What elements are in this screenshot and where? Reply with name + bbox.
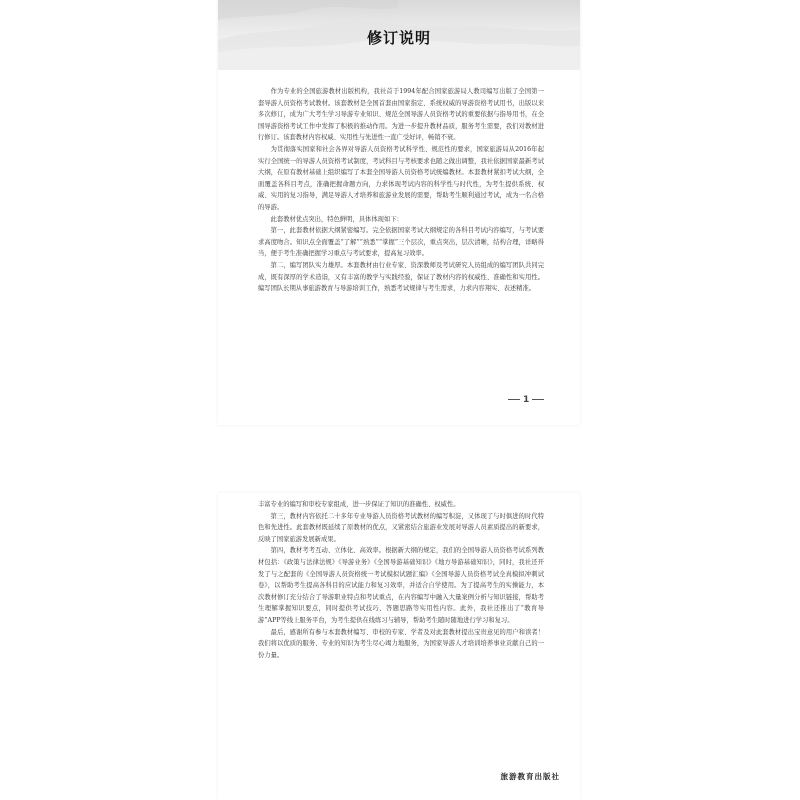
preface-page-2: [218, 493, 580, 800]
paragraph: 第一，此套教材依据大纲紧密编写。完全依据国家考试大纲规定的各科目考试内容编写，与考试要求高度吻合。知识点全面覆盖“了解”“熟悉”“掌握”三个层次，重点突出，层次清晰，结构合理，详略得当，便于考生准确把握学习重点与考试要求，提高复习效率。: [258, 227, 544, 258]
preface-body-page-2: [258, 499, 544, 661]
dash-right: [532, 399, 544, 400]
paragraph: 作为专业的全国旅游教材出版机构，我社首于1994年配合国家旅游局人教司编写出版了全国第一套导游人员资格考试教材。该套教材是全国首套由国家指定、系统权威的导游资格考试用书，出版以来多次修订，成为广大考生学习导游专业知识、规范全国导游人员资格考试的重要依据与指导用书，在全国导游资格考试工作中发挥了积极的推动作用。为进一步提升教材品质，服务考生需要，我们对教材进行修订。该套教材内容权威、实用性与先进性一直广受好评，畅销不衰。: [258, 88, 544, 142]
dash-left: [508, 399, 520, 400]
paragraph: 丰富专业的编写和审校专家组成，进一步保证了知识的准确性、权威性。: [258, 501, 460, 508]
preface-body-page-1: [258, 86, 544, 295]
paragraph: 最后，感谢所有参与本套教材编写、审校的专家、学者及对此套教材提出宝贵意见的用户和读者！我们将以优质的服务、专业的知识为考生尽心竭力地服务，为国家导游人才培训培养事业贡献自己的一份力量。: [258, 628, 544, 659]
publisher-signature: 旅游教育出版社: [500, 772, 560, 781]
preface-page-1: [218, 0, 580, 425]
paragraph: 第四，教材考考互动、立体化、高效率。根据新大纲的规定，我们的全国导游人员资格考试系列教材包括：《政策与法律法规》《导游业务》《全国导游基础知识》《地方导游基础知识》，同时，我社还开发了与之配套的《全国导游人员资格统一考试模拟试题汇编》《全国导游人员资格考试全真模拟冲刺试卷》，以帮助考生提高各科目的应试能力和复习效率，并适合自学使用。为了提高考生的实操能力，本次教材修订充分结合了导游职业特点和考试重点，在内容编写中融入大量案例分析与知识链接，帮助考生理解掌握知识要点，同时提供考试技巧、答题思路等实用性内容。此外，我社还推出了“教育导游”APP等线上服务平台，为考生提供在线练习与辅导，帮助考生随时随地进行学习和复习。: [258, 547, 544, 624]
paragraph: 此套教材优点突出，特色鲜明，具体体现如下：: [270, 215, 403, 223]
paragraph: 第二，编写团队实力雄厚。本套教材由行业专家、资深教师及考试研究人员组成的编写团队共同完成，既有深厚的学术造诣，又有丰富的教学与实践经验，保证了教材内容的权威性、准确性和实用性。编写团队长期从事旅游教育与导游培训工作，熟悉考试规律与考生需求，力求内容翔实、表述精准。: [258, 261, 544, 293]
page-number-value: 1: [523, 395, 530, 405]
page-title: 修订说明: [366, 29, 431, 47]
header-ink-wash-banner: [218, 0, 580, 70]
paragraph: 为贯彻落实国家和社会各界对导游人员资格考试科学性、规范性的要求，国家旅游局从2016年起实行全国统一的导游人员资格考试制度，考试科目与考核要求也随之做出调整，我社依据国家最新考试大纲，在原有教材基础上组织编写了本套全国导游人员资格考试统编教材。本套教材紧扣考试大纲，全面覆盖各科目考点，准确把握命题方向，力求体现考试内容的科学性与时代性，为考生提供系统、权威、实用的复习指导，满足导游人才培养和旅游业发展的需要，帮助考生顺利通过考试，成为一名合格的导游。: [258, 145, 544, 211]
paragraph: 第三，教材内容依托二十多年专业导游人员资格考试教材的编写积淀，又体现了与时俱进的时代特色和先进性。此套教材既延续了原教材的优点，又紧密结合旅游业发展对导游人员素质提出的新要求，反映了国家旅游发展新成果。: [258, 512, 544, 543]
page-number: [508, 395, 568, 409]
